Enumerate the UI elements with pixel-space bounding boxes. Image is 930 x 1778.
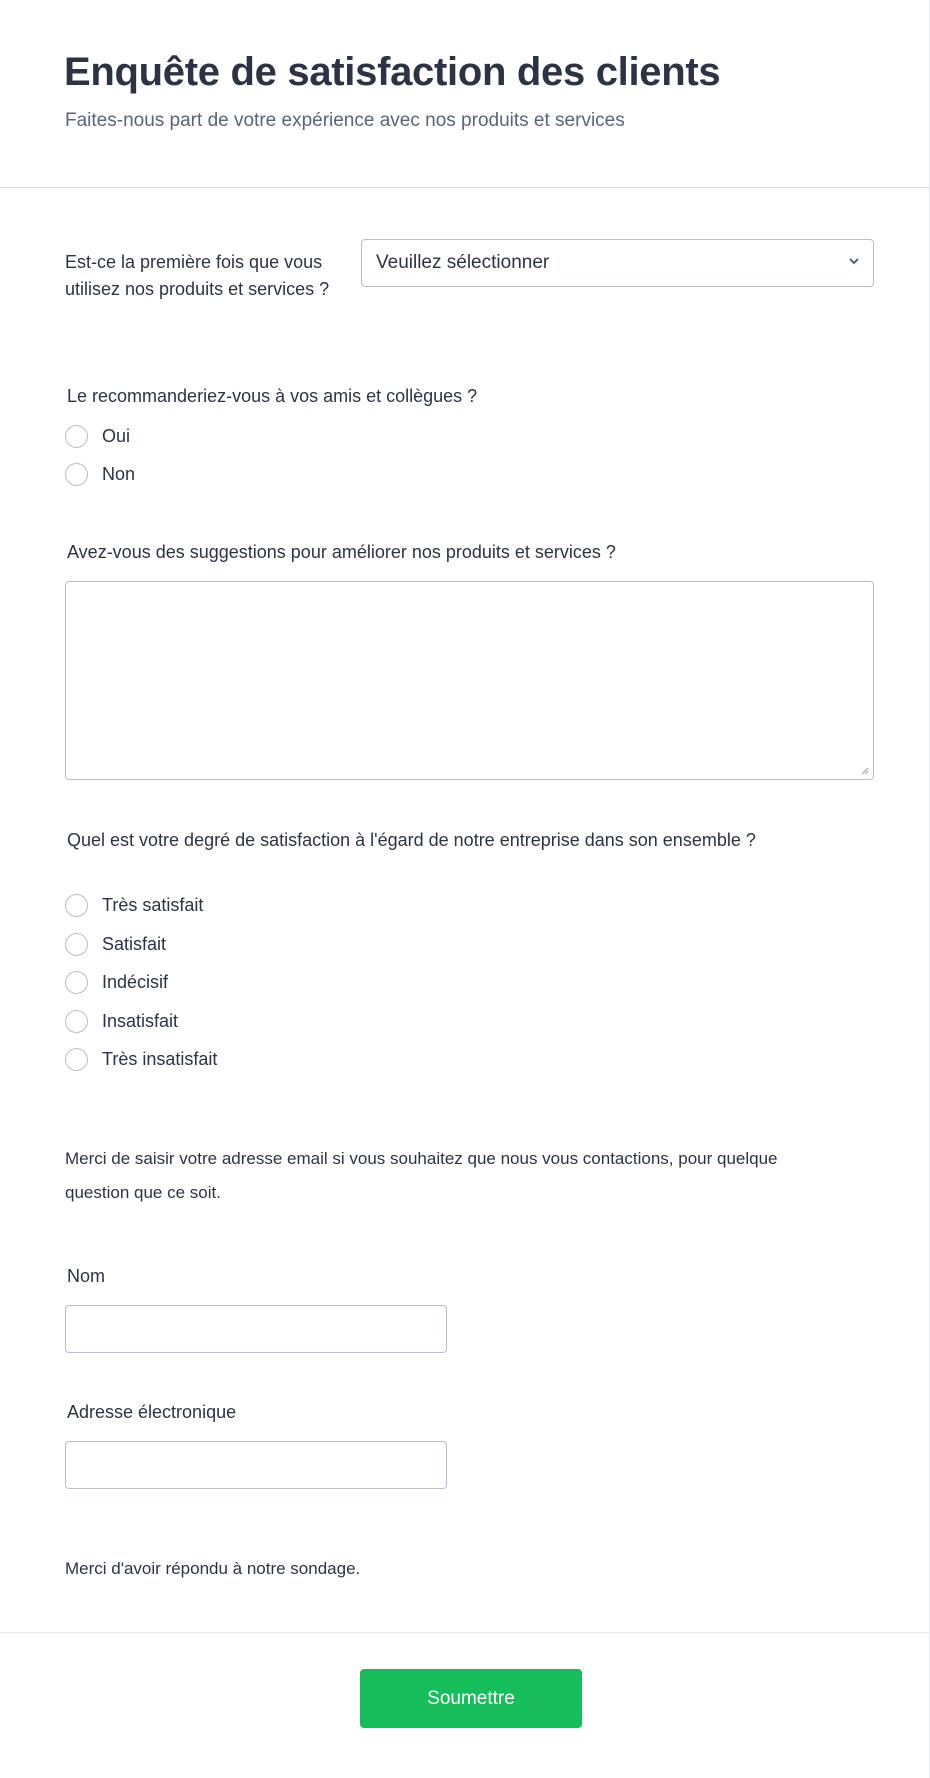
radio-insatisfait[interactable] [65, 1010, 178, 1033]
email-input[interactable] [65, 1441, 447, 1489]
select-value: Veuillez sélectionner [376, 252, 550, 273]
radio-circle[interactable] [65, 933, 88, 956]
radio-circle[interactable] [65, 894, 88, 917]
submit-button[interactable]: Soumettre [360, 1669, 582, 1728]
first-time-select[interactable] [361, 239, 874, 287]
q3-label: Avez-vous des suggestions pour améliorer nos produits et services ? [67, 542, 616, 562]
radio-tres-insatisfait[interactable] [65, 1048, 217, 1071]
radio-label: Insatisfait [102, 1011, 179, 1031]
radio-non[interactable] [65, 463, 135, 486]
header-divider [0, 187, 930, 188]
email-note: Merci de saisir votre adresse email si vous souhaitez que nous vous contactions, pour quelque question que ce soit. [65, 1149, 778, 1202]
radio-circle[interactable] [65, 1048, 88, 1071]
radio-circle[interactable] [65, 971, 88, 994]
radio-label: Indécisif [102, 972, 169, 992]
radio-circle[interactable] [65, 1010, 88, 1033]
radio-circle[interactable] [65, 425, 88, 448]
q2-label: Le recommanderiez-vous à vos amis et collègues ? [67, 386, 478, 406]
email-label: Adresse électronique [67, 1402, 237, 1422]
radio-label: Non [102, 464, 136, 484]
radio-oui[interactable] [65, 425, 130, 448]
radio-tres-satisfait[interactable] [65, 894, 203, 917]
radio-label: Oui [102, 426, 131, 446]
page-title: Enquête de satisfaction des clients [64, 50, 721, 94]
radio-label: Très satisfait [102, 895, 204, 915]
radio-circle[interactable] [65, 463, 88, 486]
thanks-text: Merci d'avoir répondu à notre sondage. [65, 1559, 361, 1578]
page-subtitle: Faites-nous part de votre expérience avec nos produits et services [65, 110, 625, 131]
q4-label: Quel est votre degré de satisfaction à l'égard de notre entreprise dans son ensemble ? [67, 830, 756, 850]
suggestions-textarea[interactable] [65, 581, 874, 780]
q1-label: Est-ce la première fois que vous utilisez nos produits et services ? [65, 252, 330, 299]
footer-divider [0, 1632, 930, 1633]
name-label: Nom [67, 1266, 106, 1286]
resize-grip-icon[interactable] [861, 767, 869, 775]
radio-satisfait[interactable] [65, 933, 166, 956]
radio-label: Très insatisfait [102, 1049, 218, 1069]
radio-indecis[interactable] [65, 971, 168, 994]
name-input[interactable] [65, 1305, 447, 1353]
chevron-down-icon [847, 254, 861, 268]
radio-label: Satisfait [102, 934, 167, 954]
